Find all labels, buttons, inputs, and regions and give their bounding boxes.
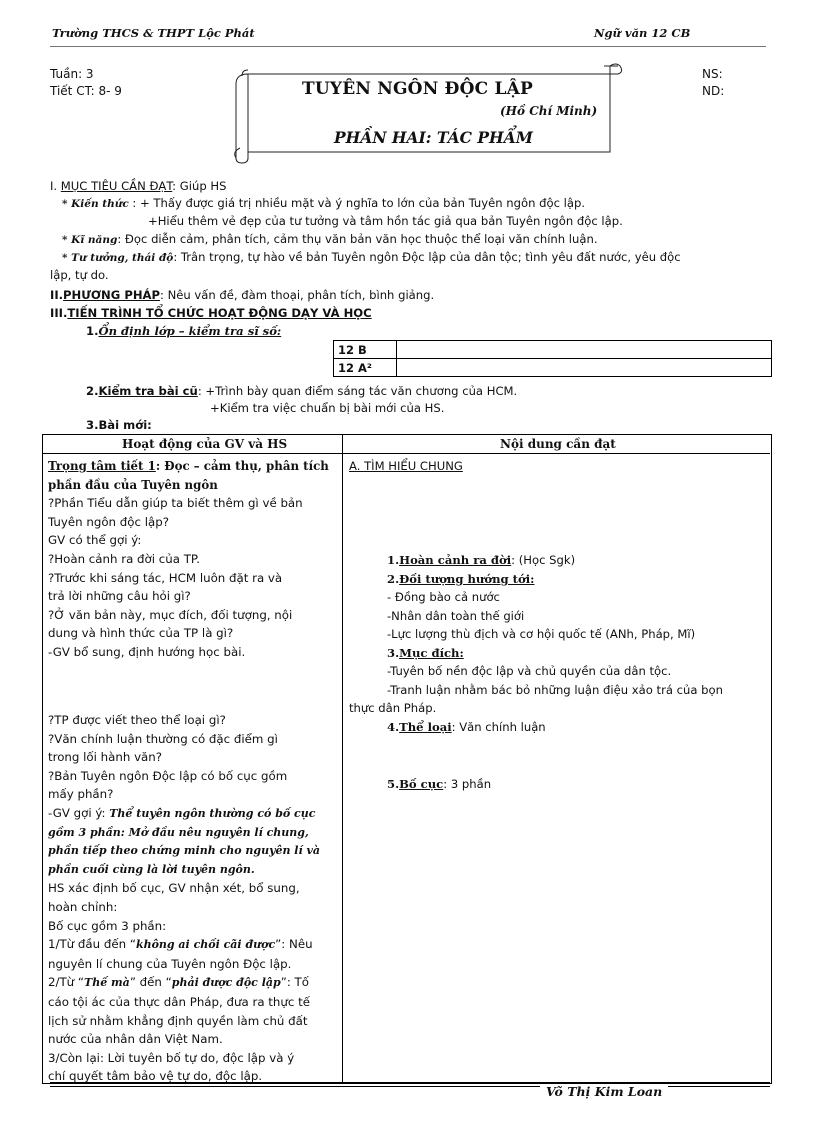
- objectives-heading: [50, 177, 226, 195]
- hint-text: phần cuối cùng là lời tuyên ngôn.: [48, 862, 255, 876]
- item-num: 4.: [387, 720, 400, 734]
- question-text: trả lời những câu hỏi gì?: [48, 589, 191, 604]
- section-a-heading: [349, 457, 463, 475]
- period-label: Tiết CT: 8- 9: [50, 84, 122, 98]
- nd-label: ND:: [702, 84, 725, 98]
- step2-num: 2.: [86, 384, 99, 398]
- objectives-tail: : Giúp HS: [172, 179, 227, 193]
- item-label: Bố cục: [399, 777, 444, 791]
- question-text: dung và hình thức của TP là gì?: [48, 626, 234, 641]
- question-text: ?Ở văn bản này, mục đích, đối tượng, nội: [48, 607, 293, 622]
- audience-item: -Nhân dân toàn thế giới: [387, 608, 525, 623]
- attendance-row: [334, 359, 772, 377]
- attitude-text-1: : Trân trọng, tự hào về bản Tuyên ngôn Độc lập của dân tộc; tình yêu đất nước, yêu độc: [173, 250, 681, 264]
- step3-label: 3.Bài mới:: [86, 418, 152, 432]
- activities-block-2: [48, 711, 336, 1086]
- item-num: 2.: [387, 572, 400, 586]
- text-span: 1/Từ đầu đến “: [48, 937, 136, 952]
- content-item-5: [387, 775, 491, 793]
- knowledge-line-2: +Hiểu thêm vẻ đẹp của tư tưởng và tâm hồn tác giả qua bản Tuyên ngôn độc lập.: [148, 214, 623, 228]
- focus-line: [48, 457, 336, 476]
- hint-text: phần tiếp theo chứng minh cho nguyên lí và: [48, 844, 320, 858]
- attendance-row: [334, 341, 772, 359]
- quote-text: không ai chối cãi được: [135, 938, 276, 952]
- item-label: Mục đích:: [399, 646, 464, 660]
- item-label: Đối tượng hướng tới:: [399, 572, 535, 586]
- question-text: trong lối hành văn?: [48, 750, 163, 765]
- text-span: ” đến “: [129, 975, 172, 990]
- layout-part-3-desc: chí quyết tâm bảo vệ tự do, độc lập.: [48, 1069, 263, 1084]
- focus-text: : Đọc – cảm thụ, phân tích: [155, 459, 329, 473]
- step2-label: Kiểm tra bài cũ: [98, 384, 198, 398]
- knowledge-line-1: [62, 194, 585, 213]
- school-name: Trường THCS & THPT Lộc Phát: [52, 26, 255, 40]
- layout-part-2-desc: nước của nhân dân Việt Nam.: [48, 1032, 223, 1047]
- layout-part-1: [48, 935, 336, 955]
- question-text: ?TP được viết theo thể loại gì?: [48, 713, 226, 727]
- item-num: 1.: [387, 553, 400, 567]
- question-text: mấy phần?: [48, 787, 114, 802]
- ns-label: NS:: [702, 67, 723, 81]
- skill-text: : Đọc diễn cảm, phân tích, cảm thụ văn bản văn học thuộc thể loại văn chính luận.: [117, 232, 598, 246]
- footer-rule: [50, 1082, 770, 1083]
- attitude-line-2: lập, tự do.: [50, 268, 109, 282]
- purpose-item: -Tranh luận nhằm bác bỏ những luận điệu xảo trá của bọn: [387, 682, 723, 697]
- header-rule: [50, 46, 766, 47]
- question-text: ?Hoàn cảnh ra đời của TP.: [48, 551, 200, 566]
- methods-line: [50, 286, 434, 304]
- column-header-activities: Hoạt động của GV và HS: [122, 437, 288, 451]
- layout-heading: Bố cục gồm 3 phần:: [48, 918, 167, 933]
- week-label: Tuần: 3: [50, 67, 94, 81]
- methods-num: II.: [50, 288, 64, 302]
- layout-part-2-desc: lịch sử nhằm khẳng định quyền làm chủ đất: [48, 1013, 308, 1028]
- subject-name: Ngữ văn 12 CB: [594, 26, 691, 40]
- class-name: 12 A²: [334, 359, 397, 377]
- process-heading: [50, 304, 372, 322]
- hint-text: Thể tuyên ngôn thường có bố cục: [109, 806, 316, 820]
- question-text: ?Trước khi sáng tác, HCM luôn đặt ra và: [48, 570, 283, 585]
- attendance-table: [333, 340, 772, 377]
- layout-part-3: 3/Còn lại: Lời tuyên bố tự do, độc lập và ý: [48, 1050, 295, 1065]
- section-title: PHẦN HAI: TÁC PHẨM: [334, 128, 533, 147]
- step1-num: 1.: [86, 324, 99, 338]
- step2-text-a: : +Trình bày quan điểm sáng tác văn chương của HCM.: [197, 384, 518, 398]
- hint-text: gồm 3 phần: Mở đầu nêu nguyên lí chung,: [48, 825, 309, 839]
- objectives-num: I.: [50, 179, 61, 193]
- teacher-note: -GV bổ sung, định hướng học bài.: [48, 644, 246, 659]
- item-text: : Văn chính luận: [451, 720, 546, 734]
- item-label: Hoàn cảnh ra đời: [399, 553, 512, 567]
- class-attendance-cell: [397, 341, 772, 359]
- activities-block-1: [48, 457, 336, 662]
- document-title: TUYÊN NGÔN ĐỘC LẬP: [302, 79, 533, 99]
- purpose-item: -Tuyên bố nền độc lập và chủ quyền của dân tộc.: [387, 664, 672, 679]
- text-span: 2/Từ “: [48, 975, 85, 990]
- question-text: ?Phần Tiểu dẫn giúp ta biết thêm gì về bản: [48, 496, 303, 511]
- objectives-title: MỤC TIÊU CẦN ĐẠT: [60, 179, 173, 193]
- hint-label: -GV gợi ý:: [48, 805, 110, 820]
- text-span: ”: Nêu: [275, 937, 313, 952]
- quote-text: Thế mà: [84, 976, 130, 990]
- section-a-title: A. TÌM HIỂU CHUNG: [349, 459, 463, 473]
- author-signature: Võ Thị Kim Loan: [540, 1084, 668, 1099]
- step2-line-b: +Kiểm tra việc chuẩn bị bài mới của HS.: [210, 401, 445, 415]
- table-column-divider: [342, 434, 343, 1082]
- focus-text-2: phần đầu của Tuyên ngôn: [48, 477, 218, 492]
- layout-part-1-desc: nguyên lí chung của Tuyên ngôn Độc lập.: [48, 956, 292, 971]
- purpose-item-cont: thực dân Pháp.: [349, 701, 437, 715]
- audience-item: -Lực lượng thù địch và cơ hội quốc tế (ANh, Pháp, Mĩ): [387, 627, 696, 642]
- content-item-4: [387, 718, 546, 736]
- item-text: : 3 phần: [443, 777, 492, 791]
- focus-label: Trọng tâm tiết 1: [48, 459, 156, 473]
- methods-heading: PHƯƠNG PHÁP: [63, 288, 160, 302]
- skill-label: * Kĩ năng: [62, 234, 118, 246]
- quote-text: phải được độc lập: [171, 976, 281, 990]
- hint-line: [48, 804, 336, 824]
- layout-part-2-desc: cáo tội ác của thực dân Pháp, đưa ra thực tế: [48, 994, 310, 1009]
- content-item-1: [387, 551, 575, 569]
- process-num: III.: [50, 306, 68, 320]
- content-item-2: [387, 570, 695, 644]
- methods-text: : Nêu vấn đề, đàm thoại, phân tích, bình giảng.: [160, 288, 435, 302]
- student-task: hoàn chỉnh:: [48, 899, 118, 914]
- item-num: 3.: [387, 646, 400, 660]
- column-header-content: Nội dung cần đạt: [500, 437, 616, 451]
- step1-label: Ổn định lớp – kiểm tra sĩ số:: [98, 324, 282, 338]
- process-title: TIẾN TRÌNH TỔ CHỨC HOẠT ĐỘNG DẠY VÀ HỌC: [67, 306, 372, 320]
- attitude-line-1: [62, 248, 681, 267]
- layout-part-2: [48, 973, 336, 993]
- step1-line: [86, 322, 281, 340]
- item-text: : (Học Sgk): [511, 553, 576, 567]
- text-span: ”: Tố: [280, 975, 309, 990]
- question-text: Tuyên ngôn độc lập?: [48, 514, 169, 529]
- question-text: ?Văn chính luận thường có đặc điểm gì: [48, 731, 278, 746]
- attitude-label: * Tư tưởng, thái độ: [62, 252, 174, 264]
- skill-line: [62, 230, 598, 249]
- author-name: (Hồ Chí Minh): [500, 104, 598, 118]
- knowledge-text-1: : + Thấy được giá trị nhiều mặt và ý nghĩa to lớn của bản Tuyên ngôn độc lập.: [128, 196, 586, 210]
- question-text: ?Bản Tuyên ngôn Độc lập có bố cục gồm: [48, 768, 288, 783]
- teacher-hint: GV có thể gợi ý:: [48, 533, 142, 548]
- step2-line: [86, 382, 517, 400]
- class-attendance-cell: [397, 359, 772, 377]
- class-name: 12 B: [334, 341, 397, 359]
- item-label: Thể loại: [399, 720, 452, 734]
- student-task: HS xác định bố cục, GV nhận xét, bổ sung,: [48, 881, 300, 896]
- knowledge-label: * Kiến thức: [62, 198, 129, 210]
- item-num: 5.: [387, 777, 400, 791]
- content-item-3: [387, 644, 723, 699]
- table-header-divider: [42, 453, 770, 454]
- audience-item: - Đồng bào cả nước: [387, 590, 500, 605]
